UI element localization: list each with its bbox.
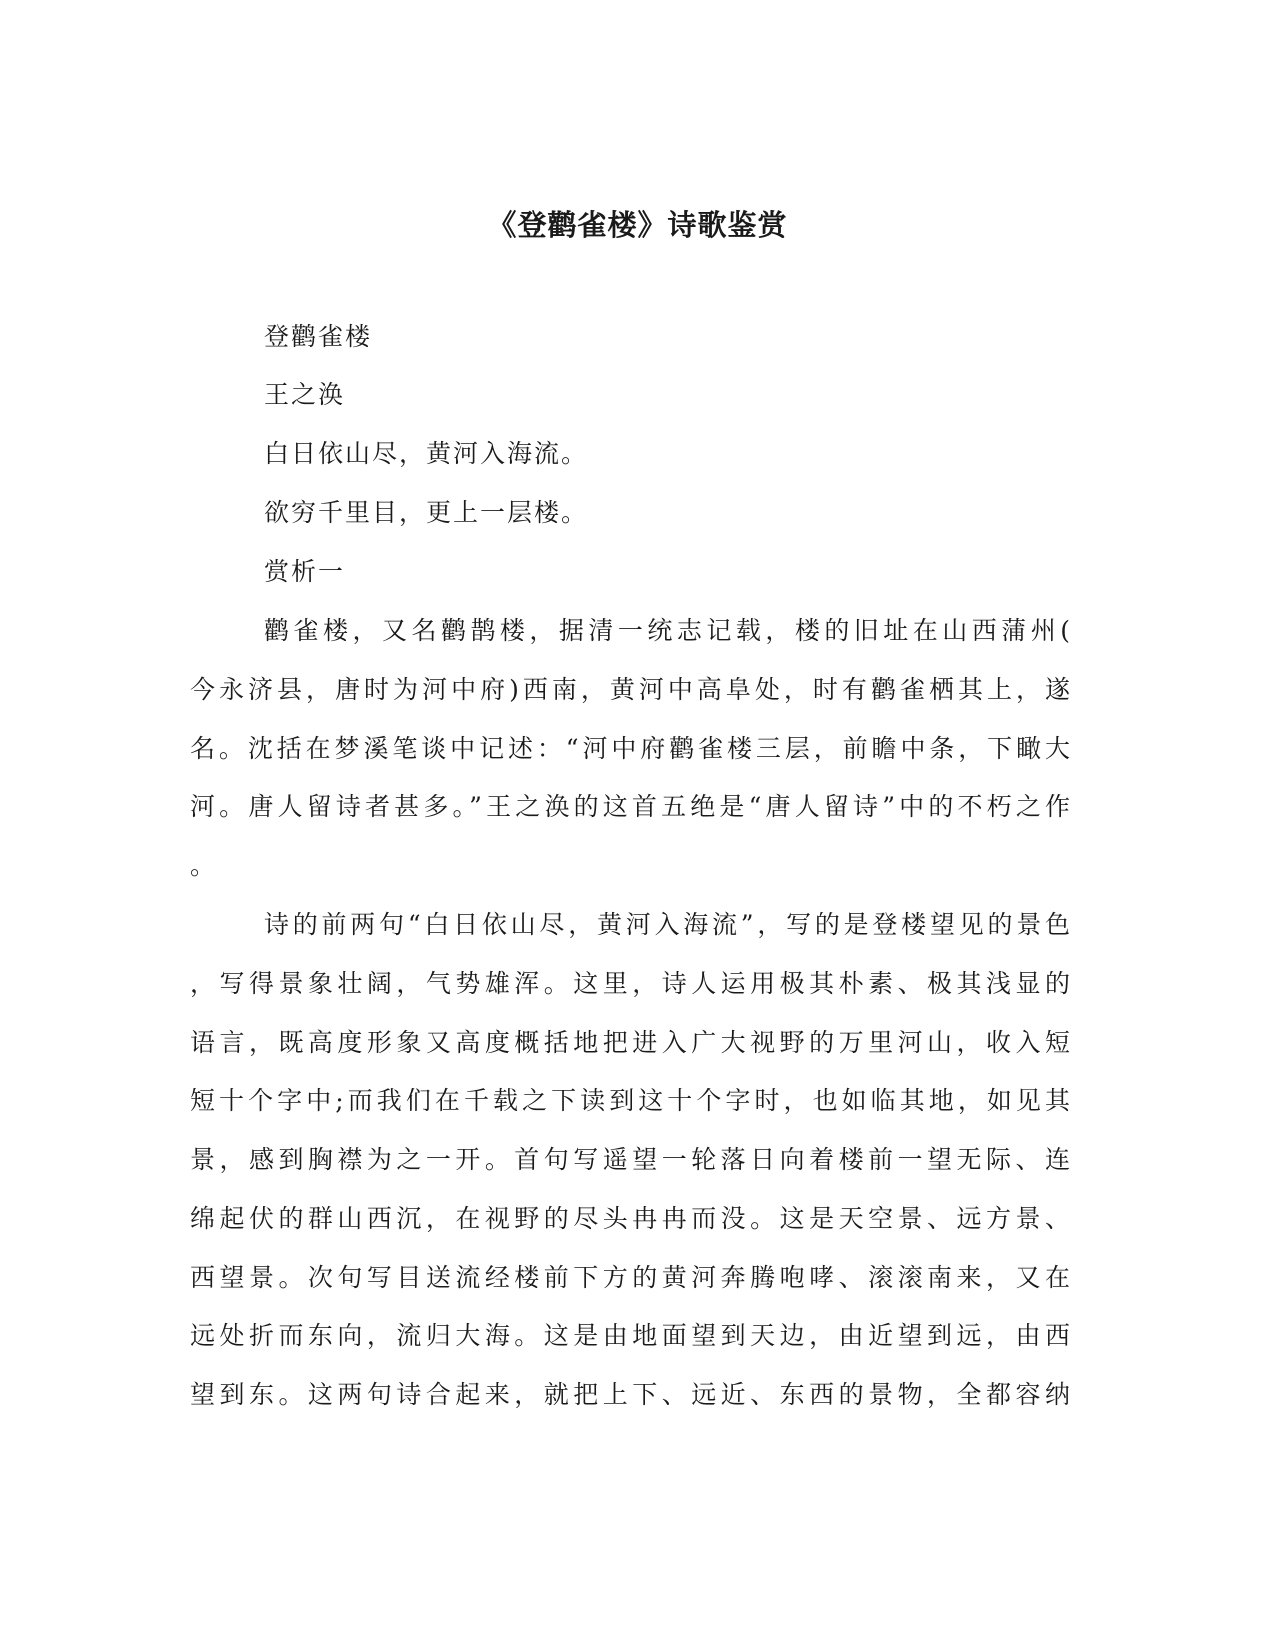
paragraph-line: 西望景。次句写目送流经楼前下方的黄河奔腾咆哮、滚滚南来，又在 xyxy=(190,1263,1070,1292)
section-heading: 赏析一 xyxy=(264,557,346,586)
paragraph-line: 诗的前两句“白日依山尽，黄河入海流”，写的是登楼望见的景色 xyxy=(264,910,1070,939)
paragraph-line: 短十个字中;而我们在千载之下读到这十个字时，也如临其地，如见其 xyxy=(190,1086,1070,1115)
paragraph-line: 景，感到胸襟为之一开。首句写遥望一轮落日向着楼前一望无际、连 xyxy=(190,1145,1070,1174)
paragraph-line: 望到东。这两句诗合起来，就把上下、远近、东西的景物，全都容纳 xyxy=(190,1380,1070,1409)
paragraph-line: 鹳雀楼，又名鹳鹊楼，据清一统志记载，楼的旧址在山西蒲州( xyxy=(264,616,1070,645)
poem-author: 王之涣 xyxy=(264,380,346,409)
paragraph-line: 。 xyxy=(190,851,216,880)
paragraph-line: 远处折而东向，流归大海。这是由地面望到天边，由近望到远，由西 xyxy=(190,1321,1070,1350)
paragraph-line: ，写得景象壮阔，气势雄浑。这里，诗人运用极其朴素、极其浅显的 xyxy=(190,969,1070,998)
paragraph-line: 今永济县，唐时为河中府)西南，黄河中高阜处，时有鹳雀栖其上，遂 xyxy=(190,675,1070,704)
paragraph-line: 河。唐人留诗者甚多。”王之涣的这首五绝是“唐人留诗”中的不朽之作 xyxy=(190,792,1070,821)
paragraph-line: 名。沈括在梦溪笔谈中记述：“河中府鹳雀楼三层，前瞻中条，下瞰大 xyxy=(190,734,1070,763)
poem-line: 白日依山尽，黄河入海流。 xyxy=(264,439,589,468)
paragraph-line: 绵起伏的群山西沉，在视野的尽头冉冉而没。这是天空景、远方景、 xyxy=(190,1204,1070,1233)
poem-line: 欲穷千里目，更上一层楼。 xyxy=(264,498,589,527)
paragraph-line: 语言，既高度形象又高度概括地把进入广大视野的万里河山，收入短 xyxy=(190,1028,1070,1057)
poem-title: 登鹳雀楼 xyxy=(264,322,373,351)
document-title: 《登鹳雀楼》诗歌鉴赏 xyxy=(487,208,788,242)
